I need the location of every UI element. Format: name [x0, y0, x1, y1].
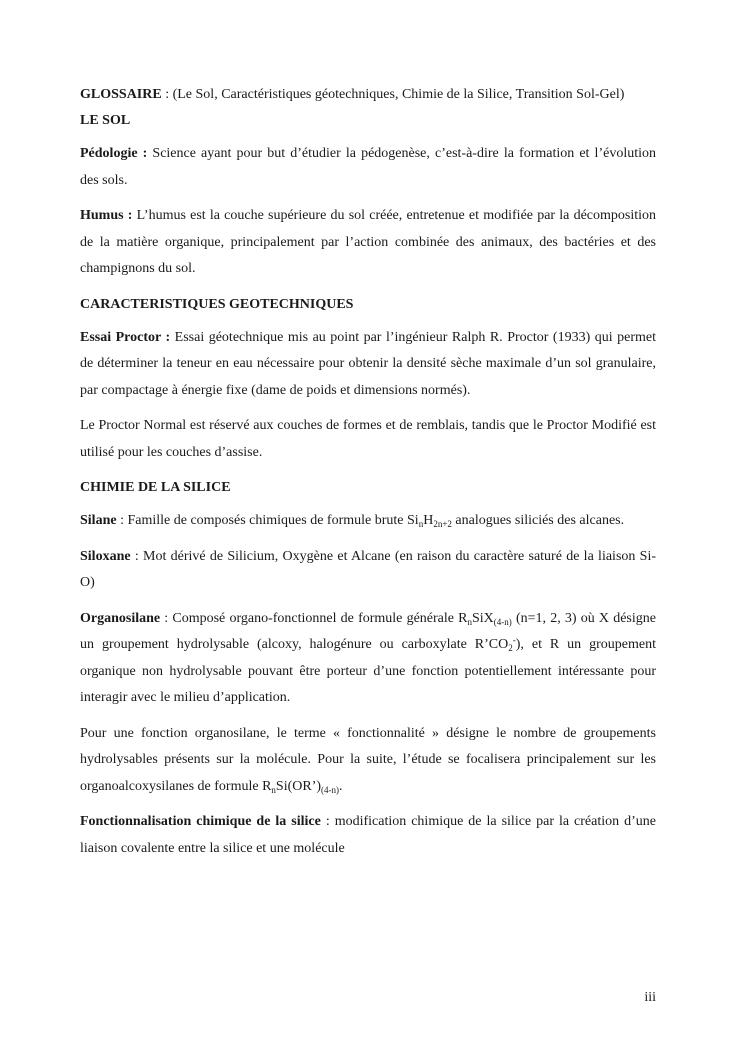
- term-silane: Silane: [80, 513, 117, 528]
- definition-silane: [80, 508, 656, 535]
- formula-sup: -: [512, 635, 516, 645]
- text-organosilane-mid: (n=1, 2, 3) où X désigne un groupement hydrolysable (alcoxy, halogénure ou carboxylate R’CO: [80, 610, 656, 652]
- text-siloxane: : Mot dérivé de Silicium, Oxygène et Alcane (en raison du caractère saturé de la liaison Si-O): [80, 548, 656, 590]
- definition-humus: [80, 203, 656, 283]
- section-heading-silice: CHIMIE DE LA SILICE: [80, 480, 231, 495]
- glossary-title: [80, 86, 656, 104]
- section-heading-sol: LE SOL: [80, 113, 131, 128]
- formula-sub: n: [467, 616, 472, 627]
- glossary-label: GLOSSAIRE: [80, 87, 162, 102]
- fonctionnalite-note: [80, 721, 656, 801]
- formula-sub: 2n+2: [433, 519, 452, 529]
- definition-organosilane: [80, 606, 656, 712]
- term-humus: Humus :: [80, 208, 133, 223]
- section-heading-geotech: CARACTERISTIQUES GEOTECHNIQUES: [80, 296, 354, 312]
- text-fonctionnalisation: : modification chimique de la silice par la création d’une liaison covalente entre la silice et une molécule: [80, 814, 657, 856]
- term-pedologie: Pédologie :: [80, 146, 148, 161]
- term-organosilane: Organosilane: [80, 610, 161, 626]
- definition-pedologie: [80, 141, 656, 194]
- term-proctor: Essai Proctor :: [80, 329, 171, 345]
- text-silane-end: analogues siliciés des alcanes.: [451, 513, 625, 528]
- formula-sub: n: [271, 784, 276, 795]
- definition-fonctionnalisation: [80, 809, 656, 862]
- formula-sub: 2: [508, 643, 513, 653]
- term-siloxane: Siloxane: [80, 548, 131, 564]
- text-fonctionnalite: Pour une fonction organosilane, le terme « fonctionnalité » désigne le nombre de groupements hydrolysables présents sur la molécule. Pour la suite, l’étude se focalisera principalement sur les organoalcoxysilanes de formule R: [80, 725, 656, 794]
- definition-proctor: [80, 325, 656, 405]
- definition-siloxane: [80, 544, 656, 597]
- text-pedologie: Science ayant pour but d’étudier la pédogenèse, c’est-à-dire la formation et l’évolution des sols.: [80, 146, 656, 188]
- term-fonctionnalisation: Fonctionnalisation chimique de la silice: [80, 814, 321, 829]
- text-silane: : Famille de composés chimiques de formule brute Si: [116, 513, 419, 528]
- formula-part: Si(OR’): [275, 778, 322, 794]
- document-page: [80, 86, 656, 862]
- glossary-topics: : (Le Sol, Caractéristiques géotechniques, Chimie de la Silice, Transition Sol-Gel): [161, 87, 625, 102]
- formula-sub: n: [418, 519, 424, 529]
- formula-part: H: [423, 513, 434, 528]
- text-humus: L’humus est la couche supérieure du sol créée, entretenue et modifiée par la décomposition de la matière organique, principalement par l’action combinée des animaux, des bactéries et des champignons du sol.: [80, 208, 657, 276]
- text-proctor: Essai géotechnique mis au point par l’ingénieur Ralph R. Proctor (1933) qui permet de déterminer la teneur en eau nécessaire pour obtenir la densité sèche maximale d’un sol granulaire, par compactage à énergie fixe (dame de poids et dimensions normés).: [80, 329, 657, 398]
- formula-part: SiX: [472, 610, 494, 626]
- formula-sub: (4-n): [321, 784, 340, 795]
- text-fonctionnalite-end: .: [339, 778, 343, 794]
- text-organosilane: : Composé organo-fonctionnel de formule générale R: [160, 610, 468, 626]
- proctor-note: Le Proctor Normal est réservé aux couches de formes et de remblais, tandis que le Proctor Modifié est utilisé pour les couches d’assise.: [80, 418, 656, 460]
- page-number: iii: [644, 990, 656, 1005]
- text-organosilane-end: ), et R un groupement organique non hydrolysable pouvant être porteur d’une fonction potentiellement intéressante pour interagir avec le milieu d’application.: [80, 637, 656, 705]
- formula-sub: (4-n): [493, 616, 512, 627]
